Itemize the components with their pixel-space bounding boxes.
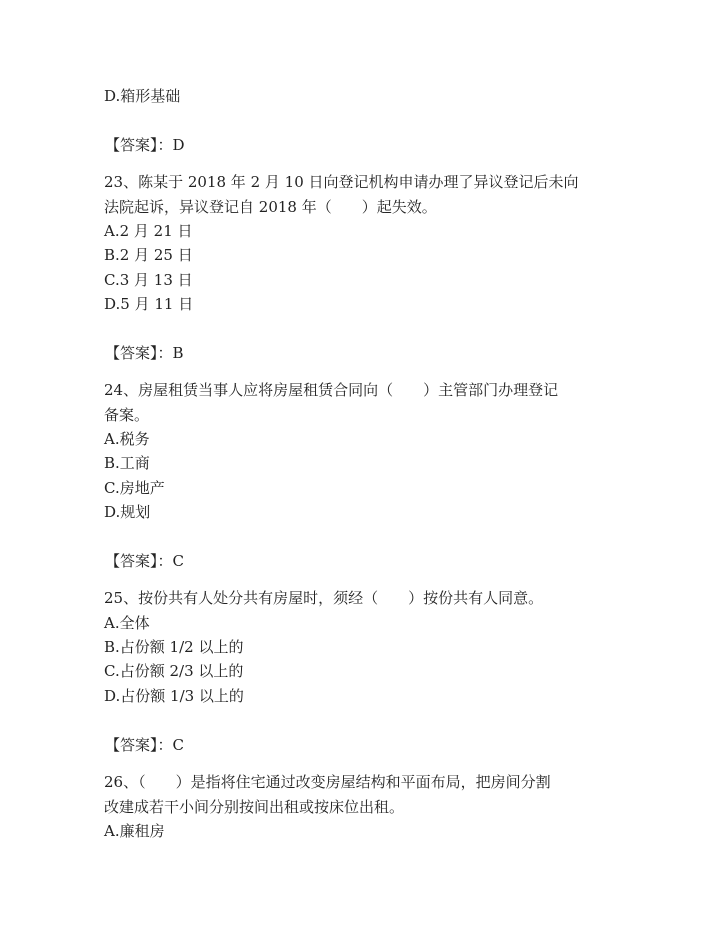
question-25-option-c: C.占份额 2/3 以上的 [104,662,244,680]
question-26-stem-line1: 26、（ ）是指将住宅通过改变房屋结构和平面布局，把房间分割 [104,773,551,791]
question-26-option-a: A.廉租房 [104,822,165,840]
question-25-option-a: A.全体 [104,614,150,632]
question-25-option-d: D.占份额 1/3 以上的 [104,687,244,705]
question-24-stem-line1: 24、房屋租赁当事人应将房屋租赁合同向（ ）主管部门办理登记 [104,381,559,399]
answer-q25: 【答案】：C [105,736,184,754]
question-23-option-b: B.2 月 25 日 [104,246,193,264]
question-24-option-c: C.房地产 [104,479,165,497]
question-24-stem-line2: 备案。 [104,406,150,424]
question-23-stem-line1: 23、陈某于 2018 年 2 月 10 日向登记机构申请办理了异议登记后未向 [104,173,579,191]
question-23-option-a: A.2 月 21 日 [104,222,193,240]
answer-q24: 【答案】：C [105,552,184,570]
question-23-stem-line2: 法院起诉，异议登记自 2018 年（ ）起失效。 [104,198,437,216]
question-24-option-b: B.工商 [104,454,150,472]
question-24-option-d: D.规划 [104,503,151,521]
question-23-option-d: D.5 月 11 日 [104,295,194,313]
question-23-option-c: C.3 月 13 日 [104,271,193,289]
question-25-option-b: B.占份额 1/2 以上的 [104,638,244,656]
question-25-stem-line1: 25、按份共有人处分共有房屋时，须经（ ）按份共有人同意。 [104,589,544,607]
option-d-q22: D.箱形基础 [104,87,181,105]
question-24-option-a: A.税务 [104,430,150,448]
answer-q23: 【答案】：B [105,344,184,362]
answer-q22: 【答案】：D [105,136,185,154]
question-26-stem-line2: 改建成若干小间分别按间出租或按床位出租。 [104,798,405,816]
